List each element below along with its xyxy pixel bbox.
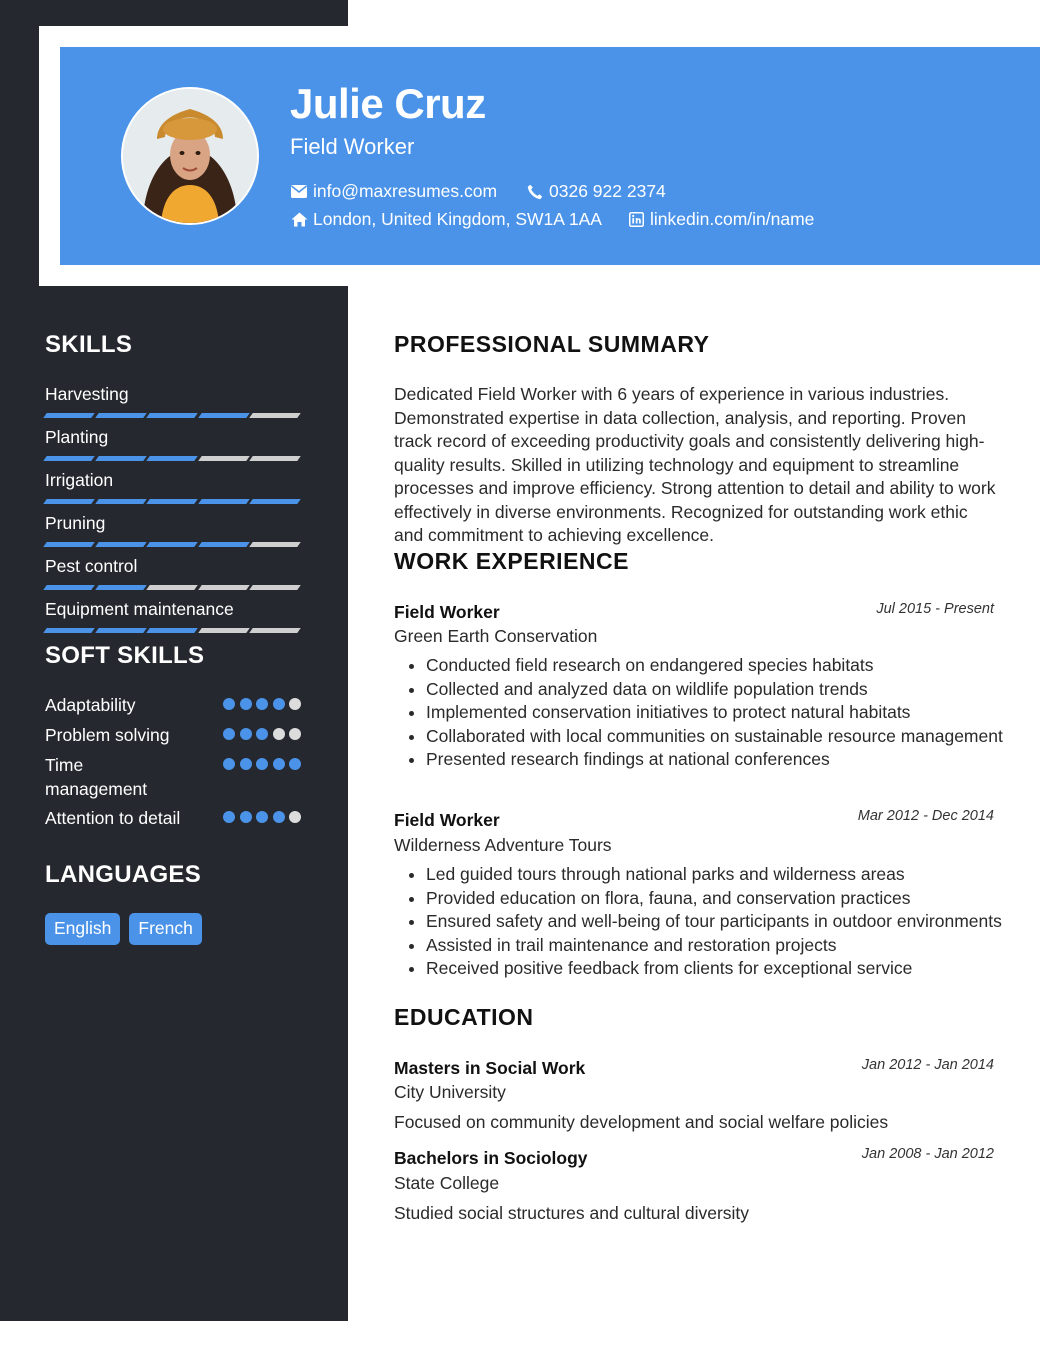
list-item: • Led guided tours through national parks and wilderness areas [426,863,1006,887]
soft-skill-rating [223,811,301,823]
soft-skills-heading: SOFT SKILLS [45,642,205,669]
skill-segment-empty [249,456,301,461]
soft-skill-rating [223,758,301,770]
rating-dot-filled [240,728,252,740]
education-heading: EDUCATION [394,1004,534,1030]
phone-text: 0326 922 2374 [549,181,666,201]
skill-item [45,556,301,590]
skill-segment-filled [198,542,250,547]
linkedin-text: linkedin.com/in/name [650,209,815,229]
rating-dot-empty [289,698,301,710]
list-item: • Ensured safety and well-being of tour participants in outdoor environments [426,910,1006,934]
skill-segment-filled [146,456,198,461]
skill-segment-filled [95,413,147,418]
contact-phone[interactable] [526,181,666,202]
rating-dot-filled [223,728,235,740]
profile-photo [121,87,259,225]
job-dates: Mar 2012 - Dec 2014 [857,808,994,824]
rating-dot-filled [256,758,268,770]
job-bullets [394,654,1006,772]
school-name: City University [394,1082,506,1102]
skill-segment-empty [146,585,198,590]
rating-dot-filled [240,698,252,710]
rating-dot-filled [256,698,268,710]
skill-segment-filled [198,499,250,504]
rating-dot-empty [289,811,301,823]
job-title: Field Worker [394,602,500,622]
skill-segment-filled [43,456,95,461]
skill-segment-empty [198,628,250,633]
language-badge: French [129,913,201,945]
job-title: Field Worker [394,810,500,830]
list-item: • Assisted in trail maintenance and restoration projects [426,934,1006,958]
list-item: • Provided education on flora, fauna, and conservation practices [426,887,1006,911]
skill-segment-empty [249,542,301,547]
skill-segment-filled [95,499,147,504]
language-badge: English [45,913,120,945]
skill-segment-filled [43,499,95,504]
list-item: • Collected and analyzed data on wildlife population trends [426,678,1006,702]
skill-segment-empty [198,585,250,590]
rating-dot-filled [273,758,285,770]
soft-skill-item [45,724,301,748]
degree-title: Masters in Social Work [394,1058,586,1078]
education-dates: Jan 2012 - Jan 2014 [861,1057,994,1073]
phone-icon [526,183,544,201]
skill-segment-empty [249,585,301,590]
skill-segment-empty [249,628,301,633]
skill-segment-filled [43,413,95,418]
envelope-icon [290,183,308,201]
skill-segment-filled [146,499,198,504]
soft-skill-item [45,694,301,718]
contact-location [290,209,602,230]
contact-linkedin[interactable] [627,209,814,230]
skill-label: Pest control [45,556,138,576]
summary-heading: PROFESSIONAL SUMMARY [394,331,710,357]
skill-segment-filled [43,628,95,633]
experience-heading: WORK EXPERIENCE [394,548,629,574]
summary-text: Dedicated Field Worker with 6 years of experience in various industries. Demonstrated expertise in data collection, analysis, and reporting. Proven track record of exceeding productivity goals and consistently delivering high-quality results. Skilled in utilizing technology and equipment to streamline processes and improve efficiency. Strong attention to detail and ability to work effectively in diverse environments. Recognized for outstanding work ethic and commitment to achieving excellence. [394,384,996,545]
rating-dot-filled [223,758,235,770]
skill-segment-filled [198,413,250,418]
skill-item [45,427,301,461]
rating-dot-filled [240,758,252,770]
soft-skill-item [45,807,301,831]
skill-item [45,599,301,633]
skill-level-bar [45,456,301,461]
skill-level-bar [45,499,301,504]
job-company: Green Earth Conservation [394,626,598,646]
list-item: • Received positive feedback from clients for exceptional service [426,957,1006,981]
school-name: State College [394,1173,500,1193]
languages-list [45,913,202,945]
education-dates: Jan 2008 - Jan 2012 [861,1146,994,1162]
header-banner [60,47,1040,265]
skill-item [45,513,301,547]
skill-segment-filled [95,542,147,547]
degree-title: Bachelors in Sociology [394,1148,588,1168]
languages-heading: LANGUAGES [45,861,202,888]
skill-segment-filled [43,542,95,547]
soft-skill-label: Adaptability [45,695,136,715]
education-description: Studied social structures and cultural diversity [394,1203,750,1223]
skill-segment-filled [95,628,147,633]
rating-dot-empty [273,728,285,740]
rating-dot-filled [273,698,285,710]
rating-dot-filled [289,758,301,770]
soft-skill-label: Problem solving [45,725,170,745]
list-item: • Collaborated with local communities on sustainable resource management [426,725,1006,749]
skill-label: Planting [45,427,109,447]
soft-skill-label: Attention to detail [45,808,181,828]
home-icon [290,211,308,229]
skill-segment-filled [146,542,198,547]
email-text: info@maxresumes.com [313,181,498,201]
rating-dot-filled [223,811,235,823]
list-item: • Conducted field research on endangered species habitats [426,654,1006,678]
list-item: • Implemented conservation initiatives to protect natural habitats [426,701,1006,725]
soft-skill-label: Time management [45,755,148,799]
rating-dot-filled [273,811,285,823]
rating-dot-filled [240,811,252,823]
skill-label: Pruning [45,513,106,533]
candidate-name: Julie Cruz [290,80,486,127]
skill-label: Equipment maintenance [45,599,234,619]
soft-skill-rating [223,698,301,710]
skill-level-bar [45,542,301,547]
skill-level-bar [45,585,301,590]
linkedin-icon [627,211,645,229]
contact-email[interactable] [290,181,497,202]
rating-dot-empty [289,728,301,740]
skill-segment-filled [249,499,301,504]
list-item: • Presented research findings at national conferences [426,748,1006,772]
education-description: Focused on community development and social welfare policies [394,1112,889,1132]
skill-level-bar [45,413,301,418]
skill-segment-empty [198,456,250,461]
rating-dot-filled [256,811,268,823]
job-title: Field Worker [290,134,415,159]
skill-item [45,384,301,418]
skill-item [45,470,301,504]
rating-dot-filled [256,728,268,740]
skill-segment-filled [146,628,198,633]
skill-segment-filled [146,413,198,418]
skill-label: Irrigation [45,470,114,490]
skill-segment-empty [249,413,301,418]
location-text: London, United Kingdom, SW1A 1AA [313,209,602,229]
job-bullets [394,863,1006,981]
job-company: Wilderness Adventure Tours [394,835,612,855]
skill-level-bar [45,628,301,633]
skill-segment-filled [95,585,147,590]
rating-dot-filled [223,698,235,710]
soft-skill-rating [223,728,301,740]
skills-heading: SKILLS [45,331,133,358]
skill-segment-filled [43,585,95,590]
soft-skill-item [45,754,301,801]
skill-segment-filled [95,456,147,461]
skill-label: Harvesting [45,384,129,404]
job-dates: Jul 2015 - Present [876,601,994,617]
